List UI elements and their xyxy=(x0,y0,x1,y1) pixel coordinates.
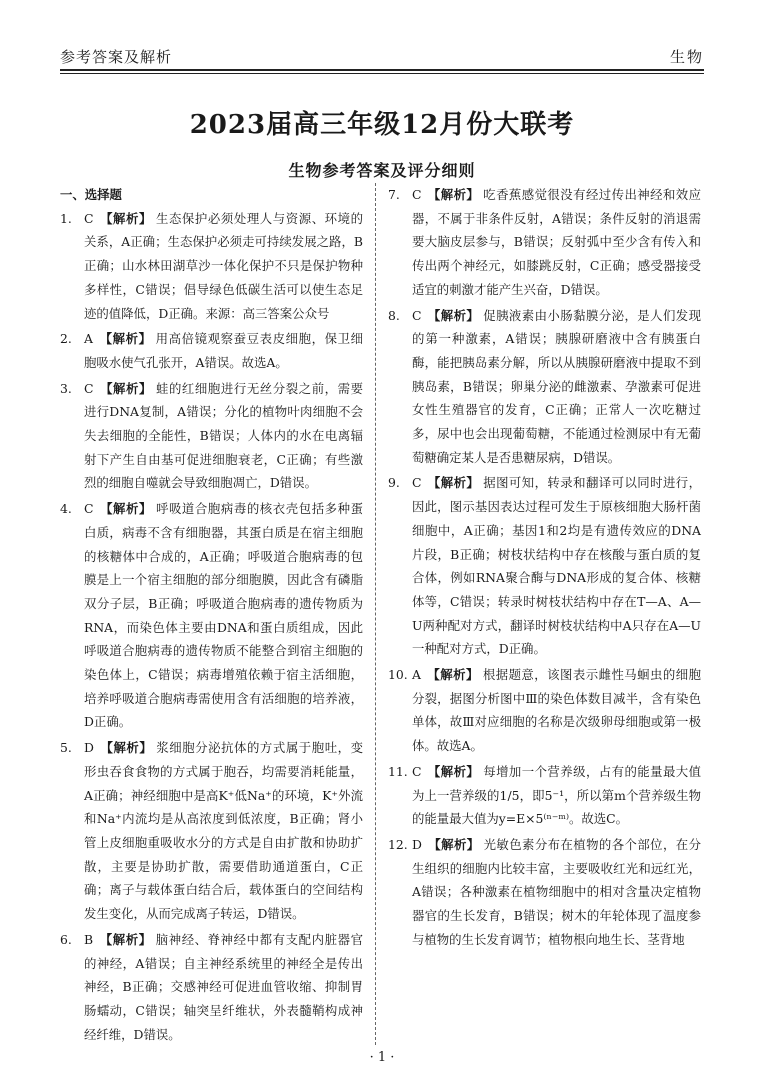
analysis-tag: 【解析】 xyxy=(427,187,480,202)
item-answer: D xyxy=(412,836,422,852)
analysis-tag: 【解析】 xyxy=(99,931,152,947)
item-explanation: 蛙的红细胞进行无丝分裂之前，需要进行DNA复制，A错误；分化的植物叶肉细胞不会失去细胞的全能性，B错误；人体内的水在电离辐射下产生自由基可促进细胞衰老，C正确；有些激烈的细胞自噬就会导致细胞凋亡，D错误。 xyxy=(84,380,364,491)
item-answer: C xyxy=(84,380,94,396)
analysis-tag: 【解析】 xyxy=(426,667,479,683)
item-number: 3. xyxy=(60,380,72,396)
header-rule-thin xyxy=(60,73,704,74)
left-column xyxy=(60,183,363,1048)
item-explanation: 促胰液素由小肠黏膜分泌，是人们发现的第一种激素，A错误；胰腺研磨液中含有胰蛋白酶，能把胰岛素分解，所以从胰腺研磨液中提取不到胰岛素，B错误；卵巢分泌的雌激素、孕激素可促进女性生殖器官的发育，C正确；正常人一次吃糖过多，尿中也会出现葡萄糖，不能通过检测尿中有无葡萄糖确定某人是否患糖尿病，D错误。 xyxy=(412,307,702,465)
item-explanation: 用高倍镜观察蚕豆表皮细胞，保卫细胞吸水使气孔张开，A错误。故选A。 xyxy=(84,331,364,370)
analysis-tag: 【解析】 xyxy=(99,380,152,396)
item-number: 1. xyxy=(60,210,72,226)
item-explanation: 浆细胞分泌抗体的方式属于胞吐，变形虫吞食食物的方式属于胞吞，均需要消耗能量，A正确；神经细胞中是高K⁺低Na⁺的环境，K⁺外流和Na⁺内流均是从高浓度到低浓度，B正确；肾小管上皮细胞重吸收水分的方式是自由扩散和协助扩散，主要是协助扩散，需要借助通道蛋白，C正确；离子与载体蛋白结合后，载体蛋白的空间结构发生变化，从而完成离子转运，D错误。 xyxy=(84,740,363,922)
column-divider xyxy=(375,183,376,1045)
item-number: 12. xyxy=(388,836,408,852)
item-number: 9. xyxy=(388,475,400,491)
answer-item-5 xyxy=(60,736,363,926)
answer-item-12 xyxy=(388,833,701,952)
answer-item-1 xyxy=(60,207,363,326)
item-explanation: 根据题意，该图表示雌性马蛔虫的细胞分裂，据图分析图中Ⅲ的染色体数目减半，含有染色单体，故Ⅲ对应细胞的名称是次级卵母细胞或第一极体。故选A。 xyxy=(412,667,701,754)
item-answer: A xyxy=(84,331,93,347)
item-number: 7. xyxy=(388,187,400,202)
section-heading: 一、选择题 xyxy=(60,187,122,202)
answer-item-3 xyxy=(60,377,363,496)
item-answer: C xyxy=(412,307,422,323)
answer-item-9 xyxy=(388,471,701,661)
item-answer: C xyxy=(84,501,94,517)
item-answer: C xyxy=(412,763,422,779)
item-explanation: 光敏色素分布在植物的各个部位，在分生组织的细胞内比较丰富，主要吸收红光和远红光，A错误；各种激素在植物细胞中的相对含量决定植物器官的生长发育，B错误；树木的年轮体现了温度参与植物的生长发育调节；植物根向地生长、茎背地 xyxy=(412,836,701,947)
answer-item-8 xyxy=(388,304,701,470)
analysis-tag: 【解析】 xyxy=(99,740,153,756)
item-explanation: 吃香蕉感觉很没有经过传出神经和效应器，不属于非条件反射，A错误；条件反射的消退需要大脑皮层参与，B错误；反射弧中至少含有传入和传出两个神经元，如膝跳反射，C正确；感受器接受适宜的刺激才能产生兴奋，D错误。 xyxy=(412,187,702,297)
header-subject: 生物 xyxy=(669,48,704,66)
exam-title: 2023届高三年级12月份大联考 xyxy=(189,110,575,140)
answer-item-4 xyxy=(60,497,363,734)
answer-item-2 xyxy=(60,327,363,374)
header-left-title: 参考答案及解析 xyxy=(60,48,173,66)
analysis-tag: 【解析】 xyxy=(427,763,480,779)
answer-item-10 xyxy=(388,663,701,758)
answer-item-6 xyxy=(60,928,363,1047)
right-column xyxy=(388,183,701,954)
item-answer: D xyxy=(84,740,94,756)
page-header xyxy=(60,42,704,72)
header-rule-thick xyxy=(60,69,704,71)
item-answer: C xyxy=(412,475,422,491)
item-number: 5. xyxy=(60,740,72,756)
analysis-tag: 【解析】 xyxy=(99,501,152,517)
item-explanation: 呼吸道合胞病毒的核衣壳包括多种蛋白质，病毒不含有细胞器，其蛋白质是在宿主细胞的核糖体中合成的，A正确；呼吸道合胞病毒的包膜是上一个宿主细胞的部分细胞膜，因此含有磷脂双分子层，B正确；呼吸道合胞病毒的遗传物质为RNA，而染色体主要由DNA和蛋白质组成，因此呼吸道合胞病毒的遗传物质不能整合到宿主细胞的染色体上，C错误；病毒增殖依赖于宿主活细胞，培养呼吸道合胞病毒需使用含有活细胞的培养液，D正确。 xyxy=(84,501,364,730)
answer-item-7 xyxy=(388,183,701,302)
item-answer: C xyxy=(412,187,422,202)
analysis-tag: 【解析】 xyxy=(99,210,152,226)
item-answer: C xyxy=(84,210,94,226)
answer-item-11 xyxy=(388,760,701,831)
item-explanation: 每增加一个营养级，占有的能量最大值为上一营养级的1/5，即5⁻¹，所以第m个营养级生物的能量最大值为y=E×5⁽ⁿ⁻ᵐ⁾。故选C。 xyxy=(412,763,702,827)
analysis-tag: 【解析】 xyxy=(427,836,480,852)
analysis-tag: 【解析】 xyxy=(427,475,480,491)
item-number: 2. xyxy=(60,331,72,347)
item-number: 11. xyxy=(388,763,408,779)
analysis-tag: 【解析】 xyxy=(427,307,480,323)
page-number: · 1 · xyxy=(369,1050,395,1065)
item-explanation: 生态保护必须处理人与资源、环境的关系，A正确；生态保护必须走可持续发展之路，B正确；山水林田湖草沙一体化保护不只是保护物种多样性，C错误；倡导绿色低碳生活可以使生态足迹的值降低，D正确。来源：高三答案公众号 xyxy=(84,210,364,321)
item-number: 6. xyxy=(60,931,72,947)
item-answer: A xyxy=(412,667,421,683)
exam-subtitle: 生物参考答案及评分细则 xyxy=(288,161,476,180)
item-answer: B xyxy=(84,931,94,947)
item-number: 8. xyxy=(388,307,400,323)
item-number: 10. xyxy=(388,667,408,683)
item-explanation: 脑神经、脊神经中都有支配内脏器官的神经，A错误；自主神经系统里的神经全是传出神经，B正确；交感神经可促进血管收缩、抑制胃肠蠕动，C错误；轴突呈纤维状，外表髓鞘构成神经纤维，D错误。 xyxy=(84,931,364,1042)
item-explanation: 据图可知，转录和翻译可以同时进行，因此，图示基因表达过程可发生于原核细胞大肠杆菌细胞中，A正确；基因1和2均是有遗传效应的DNA片段，B正确；树枝状结构中存在核酸与蛋白质的复合体，例如RNA聚合酶与DNA形成的复合体、核糖体等，C错误；转录时树枝状结构中存在T—A、A—U两种配对方式，翻译时树枝状结构中A只存在A—U一种配对方式，D正确。 xyxy=(412,475,702,657)
analysis-tag: 【解析】 xyxy=(98,331,152,347)
item-number: 4. xyxy=(60,501,72,517)
